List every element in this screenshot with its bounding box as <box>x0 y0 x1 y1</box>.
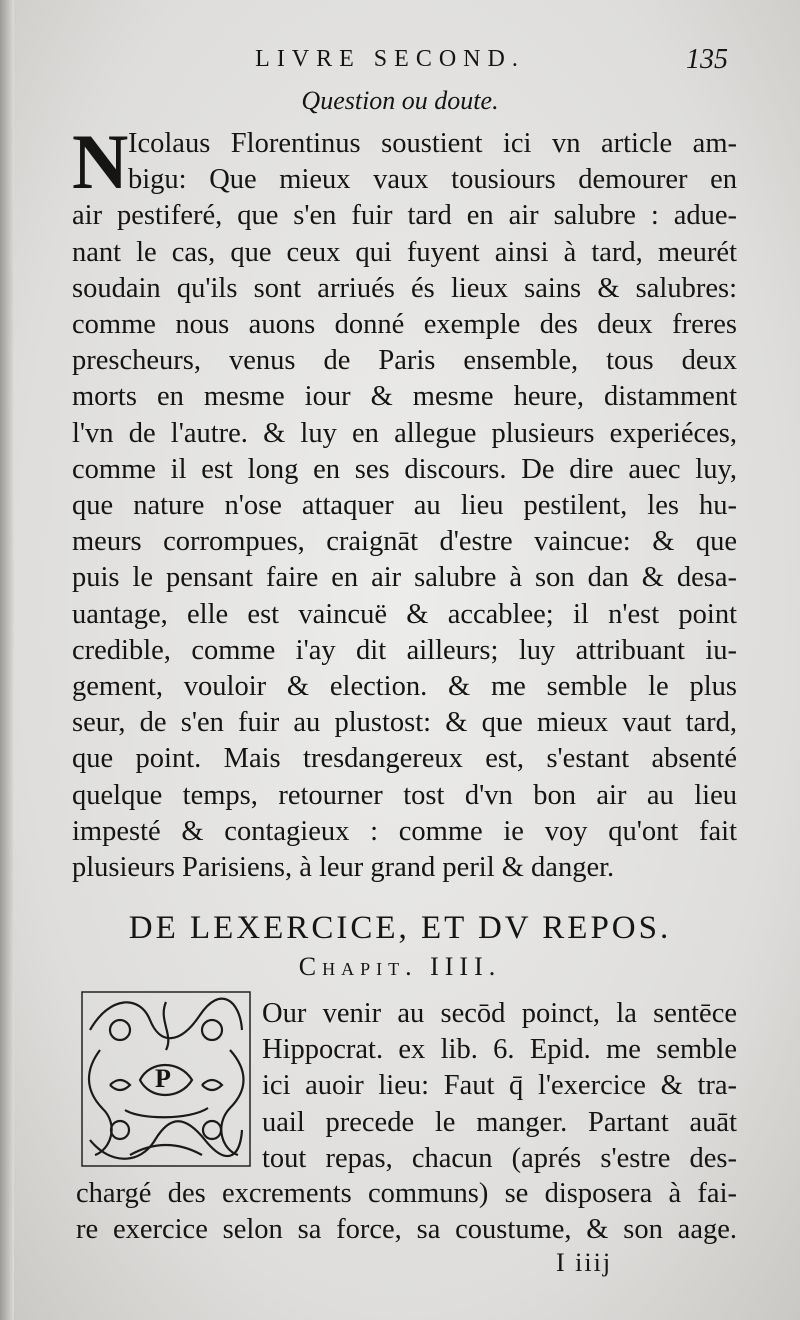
paragraph-chapter-beside-initial <box>262 996 737 1177</box>
paragraph-question <box>72 118 737 886</box>
text-line: air pestiferé, que s'en fuir tard en air salubre : adue- <box>72 200 737 232</box>
signature-mark: I iiij <box>556 1248 613 1277</box>
text-line: meurs corrompues, craignāt d'estre vaincue: & que <box>72 526 737 558</box>
text-line: ici auoir lieu: Faut q̄ l'exercice & tra- <box>262 1070 737 1102</box>
drop-cap-n: N <box>72 118 129 205</box>
text-line: gement, vouloir & election. & me semble le plus <box>72 671 737 703</box>
text-line: quelque temps, retourner tost d'vn bon air au lieu <box>72 779 737 811</box>
ornamental-initial-letter: P <box>155 1064 171 1093</box>
text-line: l'vn de l'autre. & luy en allegue plusieurs experiéces, <box>72 417 737 449</box>
text-line: que point. Mais tresdangereux est, s'estant absenté <box>72 743 737 775</box>
text-line: Hippocrat. ex lib. 6. Epid. me semble <box>262 1034 737 1066</box>
text-line: impesté & contagieux : comme ie voy qu'ont fait <box>72 815 737 847</box>
text-line: Icolaus Florentinus soustient ici vn article am- <box>128 128 737 159</box>
text-line: chargé des excrements communs) se disposera à fai- <box>76 1178 737 1209</box>
page-gutter-shadow <box>0 0 14 1320</box>
text-line: puis le pensant faire en air salubre à son dan & desa- <box>72 562 737 594</box>
text-line: prescheurs, venus de Paris ensemble, tous deux <box>72 345 737 377</box>
text-line: nant le cas, que ceux qui fuyent ainsi à tard, meurét <box>72 236 737 268</box>
text-line: re exercice selon sa force, sa coustume, & son aage. <box>76 1214 737 1246</box>
text-line: comme il est long en ses discours. De dire auec luy, <box>72 453 737 485</box>
text-line: que nature n'ose attaquer au lieu pestilent, les hu- <box>72 490 737 522</box>
chapter-number: Chapit. IIII. <box>298 952 502 981</box>
chapter-title: DE LEXERCICE, ET DV REPOS. <box>128 910 672 946</box>
text-line: seur, de s'en fuir au plustost: & que mieux vaut tard, <box>72 707 737 739</box>
running-title: LIVRE SECOND. <box>255 46 525 72</box>
text-line: soudain qu'ils sont arriués és lieux sains & salubres: <box>72 272 737 304</box>
text-line: uail precede le manger. Partant auāt <box>262 1106 737 1138</box>
text-line: plusieurs Parisiens, à leur grand peril & danger. <box>72 852 615 884</box>
section-heading: Question ou doute. <box>301 86 499 115</box>
text-line: comme nous auons donné exemple des deux freres <box>72 309 737 341</box>
text-line: Our venir au secōd poinct, la sentēce <box>262 998 737 1029</box>
page-number: 135 <box>686 44 728 75</box>
text-line: morts en mesme iour & mesme heure, distamment <box>72 381 737 413</box>
paragraph-chapter-continued <box>76 1176 737 1248</box>
text-line: tout repas, chacun (aprés s'estre des- <box>262 1142 737 1174</box>
text-line: uantage, elle est vaincuë & accablee; il n'est point <box>72 598 737 630</box>
text-line: bigu: Que mieux vaux tousiours demourer en <box>128 164 737 196</box>
text-line: credible, comme i'ay dit ailleurs; luy attribuant iu- <box>72 634 737 666</box>
